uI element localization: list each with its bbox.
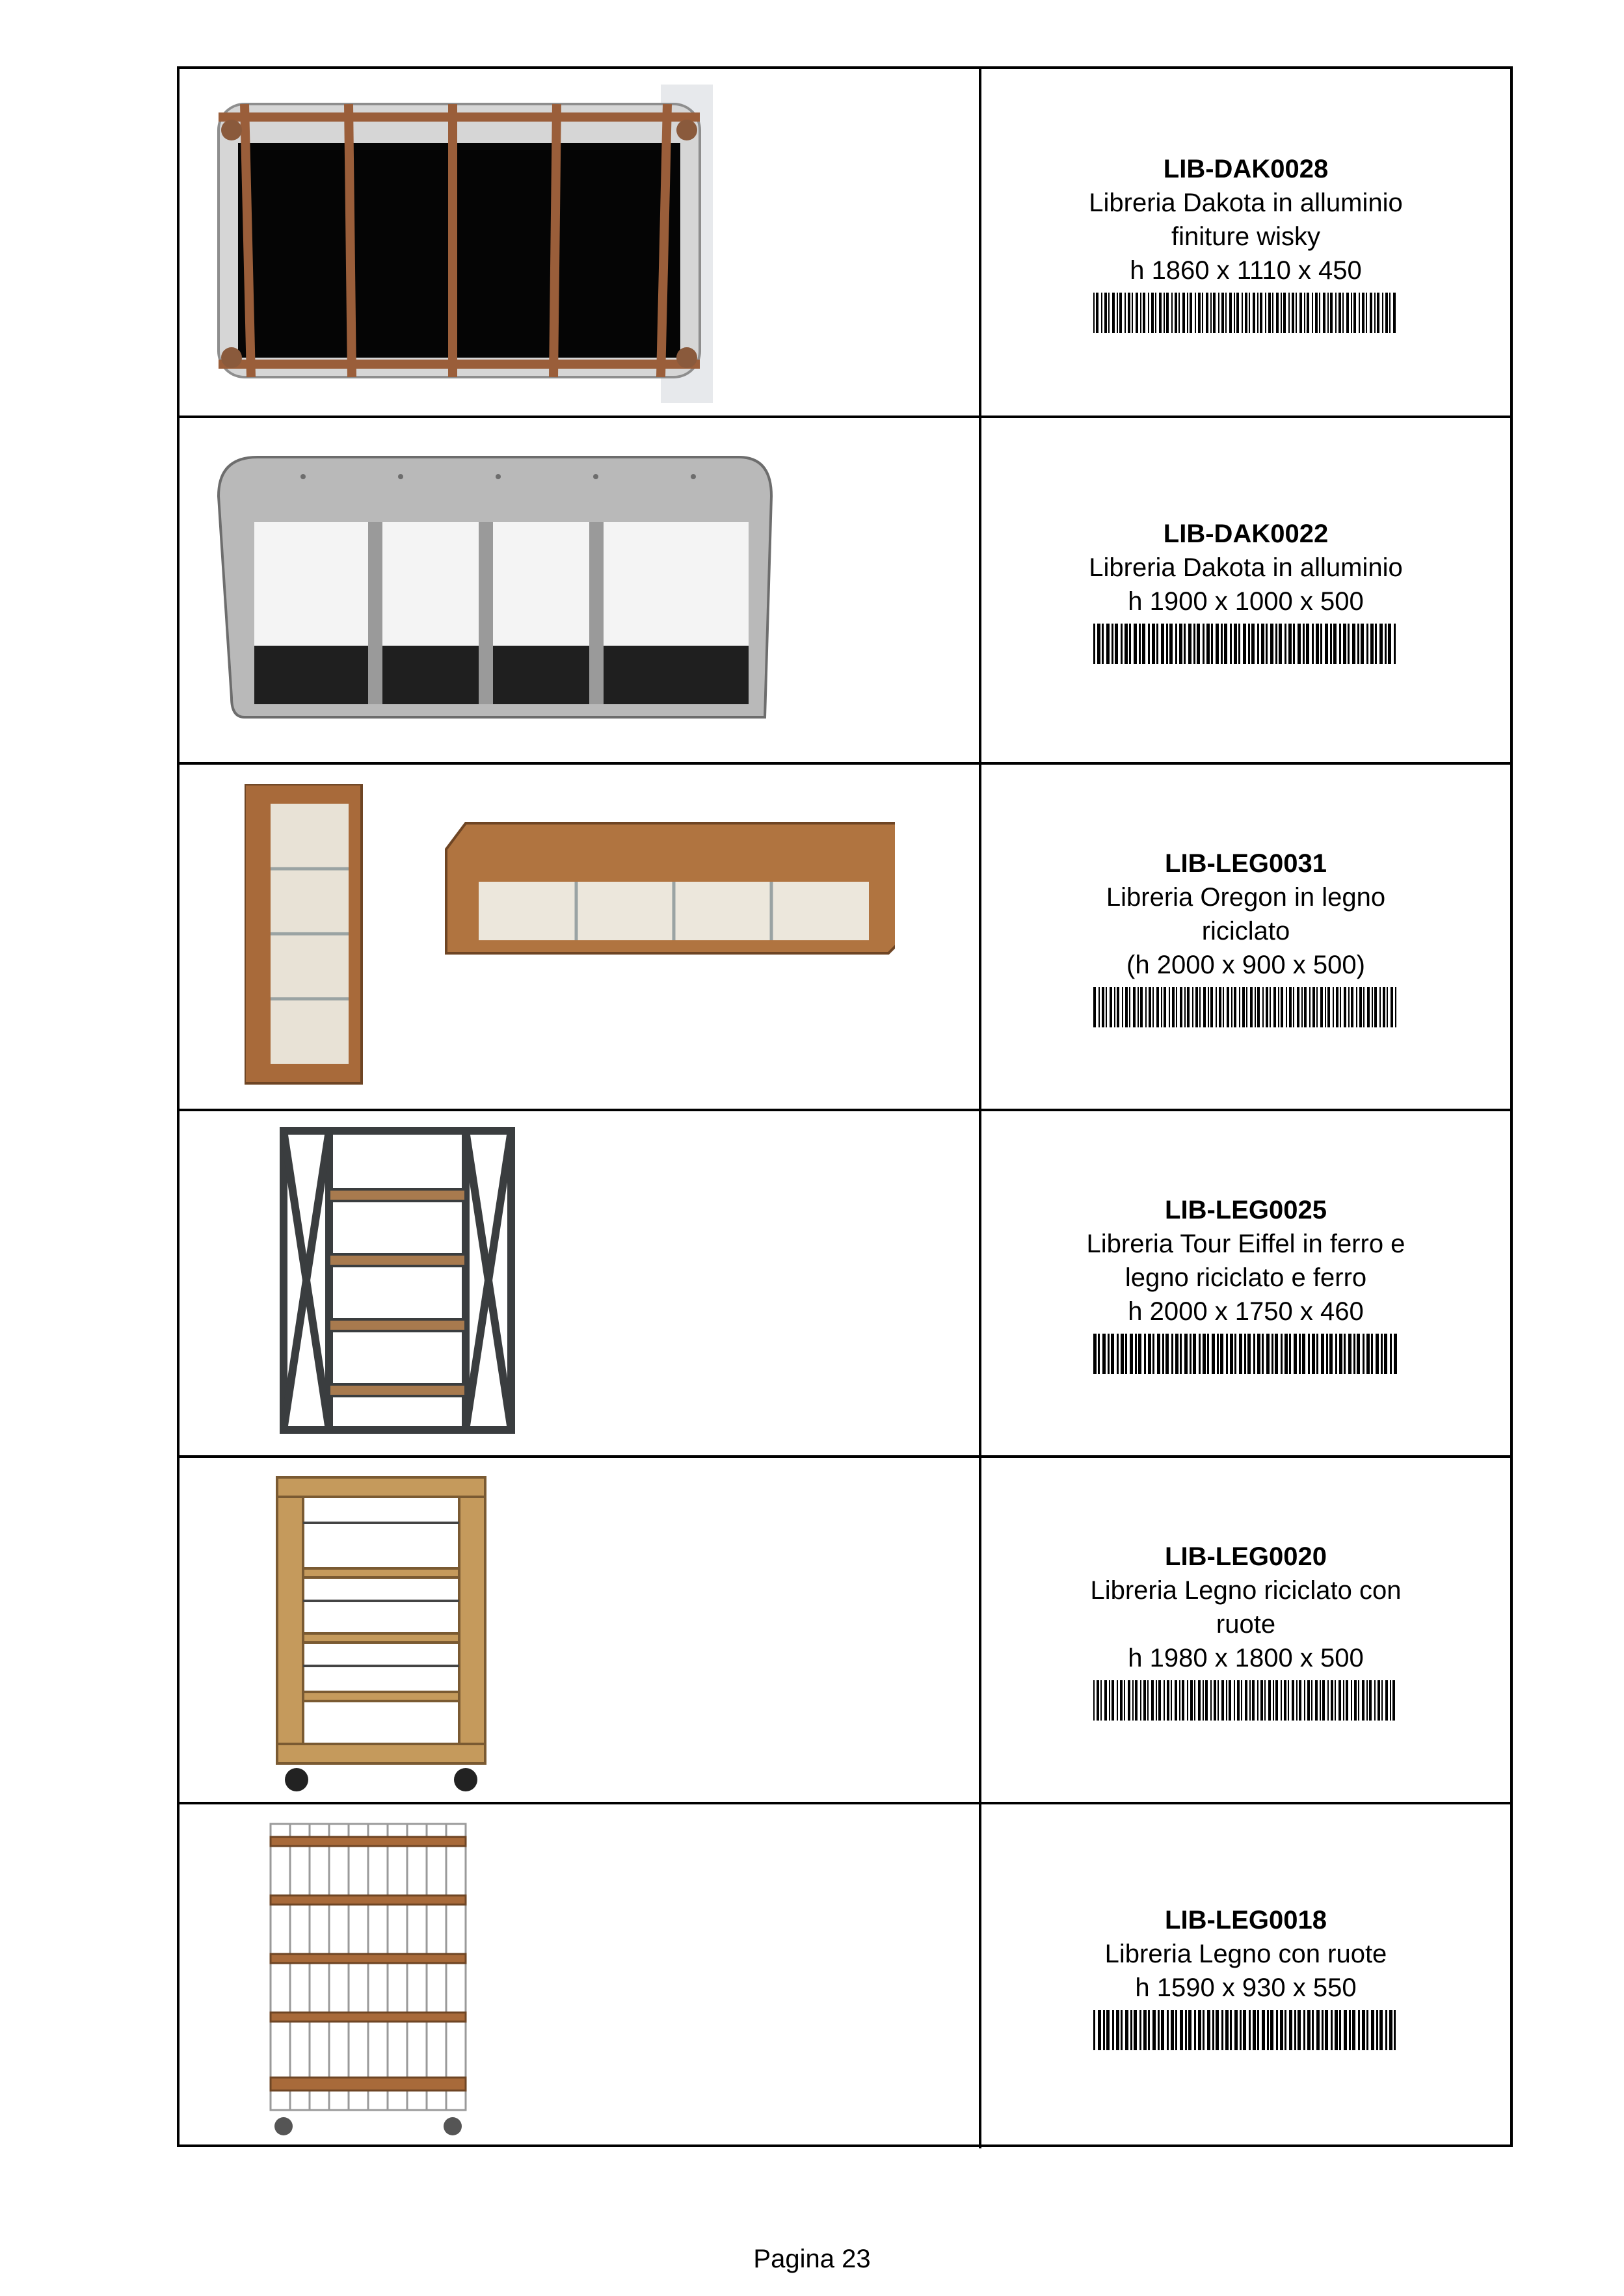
- product-row: [180, 1455, 1510, 1802]
- product-description-line: Libreria Oregon in legno: [1106, 882, 1386, 912]
- product-image-cell: [180, 69, 981, 416]
- product-info-cell: [981, 418, 1510, 762]
- product-dimensions: h 1860 x 1110 x 450: [1130, 256, 1362, 285]
- product-code: LIB-LEG0020: [1165, 1542, 1327, 1571]
- barcode-icon: [1093, 2010, 1399, 2050]
- product-code: LIB-LEG0031: [1165, 849, 1327, 878]
- barcode-icon: [1093, 1334, 1399, 1374]
- product-description-line: Libreria Tour Eiffel in ferro e: [1086, 1229, 1405, 1258]
- product-description-line: legno riciclato e ferro: [1125, 1263, 1367, 1292]
- product-info-cell: [981, 765, 1510, 1109]
- product-info: [1038, 1193, 1454, 1374]
- product-description-line: Libreria Legno riciclato con: [1090, 1576, 1402, 1605]
- page-number: Pagina 23: [753, 2245, 871, 2273]
- dakota-aluminium-bookcase-rust-bands-image: [206, 85, 713, 403]
- product-image-cell: [180, 1111, 981, 1455]
- product-info: [1038, 517, 1454, 664]
- product-info-cell: [981, 1111, 1510, 1455]
- product-description-line: Libreria Legno con ruote: [1104, 1939, 1387, 1968]
- product-image-cell: [180, 1804, 981, 2148]
- barcode-icon: [1093, 987, 1399, 1027]
- tour-eiffel-iron-wood-shelving-image: [277, 1124, 524, 1443]
- product-row: [180, 1109, 1510, 1455]
- wire-cage-wood-shelving-on-wheels-image: [264, 1817, 472, 2143]
- product-dimensions: h 1980 x 1800 x 500: [1128, 1643, 1364, 1672]
- product-info: [1038, 1540, 1454, 1721]
- product-code: LIB-DAK0028: [1163, 154, 1329, 183]
- product-code: LIB-LEG0025: [1165, 1195, 1327, 1224]
- product-description-line: riciclato: [1201, 916, 1290, 945]
- dakota-aluminium-bookcase-riveted-image: [206, 451, 778, 724]
- product-dimensions: (h 2000 x 900 x 500): [1126, 950, 1365, 979]
- product-row: [180, 69, 1510, 416]
- product-info-cell: [981, 1458, 1510, 1802]
- product-image-cell: [180, 1458, 981, 1802]
- product-description-line: Libreria Dakota in alluminio: [1089, 553, 1403, 582]
- product-image-cell: [180, 418, 981, 762]
- barcode-icon: [1093, 624, 1399, 664]
- product-info: [1038, 1903, 1454, 2050]
- product-info-cell: [981, 69, 1510, 416]
- product-row: [180, 762, 1510, 1109]
- product-code: LIB-DAK0022: [1163, 519, 1329, 548]
- product-dimensions: h 1900 x 1000 x 500: [1128, 587, 1364, 616]
- product-row: [180, 416, 1510, 762]
- reclaimed-wood-shelving-on-wheels-image: [271, 1471, 492, 1796]
- product-description-line: ruote: [1216, 1609, 1276, 1639]
- product-code: LIB-LEG0018: [1165, 1905, 1327, 1934]
- catalog-table: [177, 66, 1513, 2147]
- product-row: [180, 1802, 1510, 2148]
- barcode-icon: [1093, 1680, 1399, 1721]
- barcode-icon: [1093, 293, 1399, 333]
- product-info: [1038, 152, 1454, 333]
- product-description-line: finiture wisky: [1171, 222, 1320, 251]
- product-info: [1038, 847, 1454, 1027]
- product-description-line: Libreria Dakota in alluminio: [1089, 188, 1403, 217]
- product-dimensions: h 2000 x 1750 x 460: [1128, 1297, 1364, 1326]
- oregon-reclaimed-wood-bookcase-image: [245, 784, 895, 1090]
- product-image-cell: [180, 765, 981, 1109]
- product-dimensions: h 1590 x 930 x 550: [1135, 1973, 1357, 2002]
- product-info-cell: [981, 1804, 1510, 2148]
